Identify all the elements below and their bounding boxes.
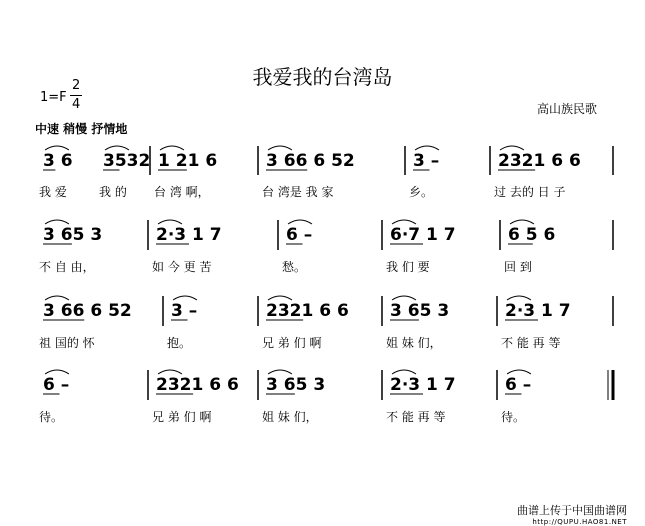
note-group: 2·3 1 7 <box>505 301 571 321</box>
slur-mark <box>173 296 197 300</box>
lyric-line: 不 能 再 等 <box>501 336 561 350</box>
lyric-line: 待。 <box>501 410 526 424</box>
lyric-line: 姐 妹 们， <box>262 410 318 424</box>
lyric-line: 祖 国的 怀 <box>39 336 95 350</box>
genre-label: 高山族民歌 <box>537 102 598 116</box>
note-group: 3 6 <box>43 151 73 171</box>
lyric-line: 姐 妹 们， <box>386 336 442 350</box>
slur-mark <box>415 146 439 150</box>
note-group: 3 65 3 <box>43 225 103 245</box>
note-group: 2·3 1 7 <box>390 375 456 395</box>
note-group: 2321 6 6 <box>266 301 349 321</box>
note-group: 3 65 3 <box>266 375 326 395</box>
note-group: 6 – <box>286 225 313 245</box>
note-group: 3 – <box>413 151 440 171</box>
note-group: 3 – <box>171 301 198 321</box>
lyric-line: 抱。 <box>167 336 192 350</box>
slur-mark <box>288 220 312 224</box>
slur-mark <box>392 370 416 374</box>
note-group: 1 21 6 <box>158 151 218 171</box>
key-signature: 1=F <box>40 90 67 105</box>
lyric-line: 兄 弟 们 啊 <box>262 336 322 350</box>
footer-site-name: 曲谱上传于中国曲谱网 <box>517 504 627 517</box>
note-group: 6 – <box>43 375 70 395</box>
slur-mark <box>45 296 69 300</box>
note-group: 6 5 6 <box>508 225 556 245</box>
lyric-line: 不 能 再 等 <box>386 410 446 424</box>
slur-mark <box>268 296 292 300</box>
slur-mark <box>500 146 524 150</box>
slur-mark <box>105 146 129 150</box>
note-group: 3532 <box>103 151 151 171</box>
note-group: 6·7 1 7 <box>390 225 456 245</box>
slur-mark <box>392 296 416 300</box>
note-group: 2321 6 6 <box>498 151 581 171</box>
lyric-line: 台 湾是 我 家 <box>262 185 334 199</box>
time-signature-bottom: 4 <box>72 97 81 112</box>
tempo-marking: 中速 稍慢 抒情地 <box>35 122 128 136</box>
slur-mark <box>45 370 69 374</box>
slur-mark <box>158 370 182 374</box>
lyric-line: 愁。 <box>282 260 307 274</box>
note-group: 3 66 6 52 <box>43 301 132 321</box>
lyric-line: 过 去的 日 子 <box>494 185 566 199</box>
slur-mark <box>507 370 531 374</box>
lyric-line: 如 今 更 苦 <box>152 260 212 274</box>
slur-mark <box>158 220 182 224</box>
note-group: 6 – <box>505 375 532 395</box>
note-group: 3 65 3 <box>390 301 450 321</box>
note-group: 3 66 6 52 <box>266 151 355 171</box>
note-group: 2321 6 6 <box>156 375 239 395</box>
note-group: 2·3 1 7 <box>156 225 222 245</box>
song-title: 我爱我的台湾岛 <box>252 65 393 89</box>
lyric-line: 回 到 <box>504 260 532 274</box>
slur-mark <box>507 296 531 300</box>
time-signature-top: 2 <box>72 78 81 93</box>
lyric-line: 台 湾 啊， <box>154 185 210 199</box>
slur-mark <box>268 370 292 374</box>
slur-mark <box>510 220 534 224</box>
lyric-line: 我 爱 <box>39 185 67 199</box>
slur-mark <box>160 146 184 150</box>
slur-mark <box>45 146 69 150</box>
lyric-line: 兄 弟 们 啊 <box>152 410 212 424</box>
lyric-line: 待。 <box>39 410 64 424</box>
footer-site-url: http://QUPU.HAO81.NET <box>532 518 627 526</box>
slur-mark <box>268 146 292 150</box>
lyric-line: 我 们 要 <box>386 260 430 274</box>
slur-mark <box>392 220 416 224</box>
lyric-line: 我 的 <box>99 185 127 199</box>
lyric-line: 乡。 <box>409 185 434 199</box>
lyric-line: 不 自 由， <box>39 260 95 274</box>
slur-mark <box>45 220 69 224</box>
